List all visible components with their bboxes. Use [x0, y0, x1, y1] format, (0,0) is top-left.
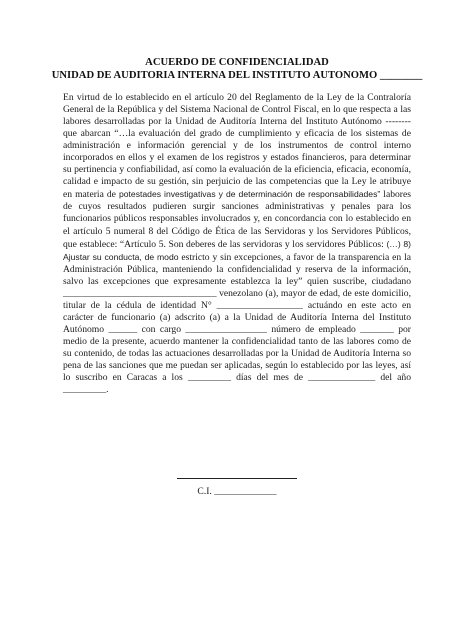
- signature-line: [177, 478, 297, 479]
- body-text-part2: potestades investigativas y de determinación de responsabilidades”: [118, 189, 381, 200]
- agreement-body: [63, 92, 411, 396]
- body-text-part3: labores de cuyos resultados pudieren surgir sanciones administrativas y penales para los funcionarios públicos responsables involucrados y, en concordancia con lo establecido en el artículo 5 numeral 8 del Código de Ética de las Servidoras y los Servidores Públicos, que establece: “Artículo 5. Son deberes de las servidoras y los servidores Públicos:: [63, 189, 411, 250]
- document-subtitle: UNIDAD DE AUDITORIA INTERNA DEL INSTITUTO AUTONOMO ________: [51, 70, 423, 81]
- id-number-label: C.I. _____________: [197, 486, 277, 497]
- body-text-part5: estricto y sin excepciones, a favor de la transparencia en la Administración Pública, manteniendo la confidencialidad y reserva de la información, salvo las excepciones que expresamente establezca la ley” quien suscribe, ciudadano ________________________________ venezolano (a), mayor de edad, de este domicilio, titular de la cédula de identidad N° __________________ actuándo en este acto en carácter de funcionario (a) adscrito (a) a la Unidad de Auditoría Interna del Instituto Autónomo ______ con cargo _________________ número de empleado _______ por medio de la presente, acuerdo mantener la confidencialidad tanto de las labores como de su contenido, de todas las actuaciones desarrolladas por la Unidad de Auditoría Interna so pena de las sanciones que me puedan ser aplicadas, según lo establecido por las leyes, así lo suscribo en Caracas a los _________ días del mes de ______________ del año _________.: [63, 251, 411, 396]
- document-title: ACUERDO DE CONFIDENCIALIDAD: [145, 57, 329, 68]
- body-text-part1: En virtud de lo establecido en el artículo 20 del Reglamento de la Ley de la Contraloría General de la República y del Sistema Nacional de Control Fiscal, en lo que respecta a las labores desarrolladas por la Unidad de Auditoría Interna del Instituto Autónomo -------- que abarcan “…la evaluación del grado de cumplimiento y eficacia de los sistemas de administración e información gerencial y de los instrumentos de control interno incorporados en ellos y el examen de los registros y estados financieros, para determinar su pertinencia y confiabilidad, así como la evaluación de la eficiencia, eficacia, economía, calidad e impacto de su gestión, sin perjuicio de las competencias que la Ley le atribuye en materia de: [63, 92, 411, 201]
- body-text-part4: (…) 8) Ajustar su conducta, de modo: [63, 238, 411, 262]
